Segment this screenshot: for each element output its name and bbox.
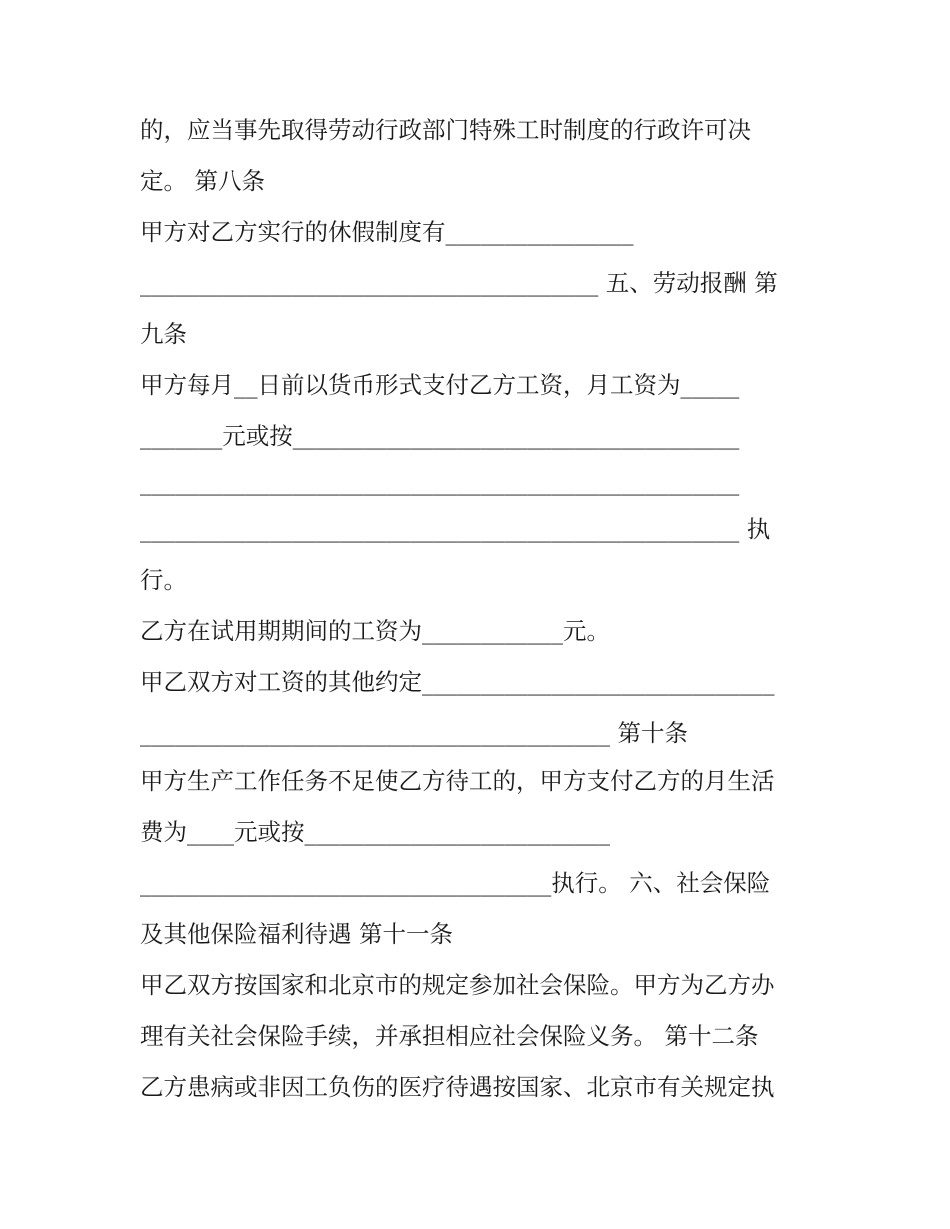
text-line: 乙方患病或非因工负伤的医疗待遇按国家、北京市有关规定执	[140, 1073, 775, 1101]
text-line: 费为____元或按__________________________	[140, 818, 610, 846]
text-line: 甲方每月__日前以货币形式支付乙方工资，月工资为_____	[140, 371, 740, 399]
text-line: ___________________________________________________	[140, 468, 740, 496]
text-line: ________________________________________ 第十条	[140, 719, 688, 747]
text-line: 乙方在试用期期间的工资为____________元。	[140, 617, 610, 645]
text-line: ___________________________________执行。 六、社会保险	[140, 869, 771, 897]
text-line: 理有关社会保险手续，并承担相应社会保险义务。 第十二条	[140, 1022, 759, 1050]
text-line: 甲乙双方按国家和北京市的规定参加社会保险。甲方为乙方办	[140, 971, 775, 999]
text-line: 行。	[140, 566, 187, 594]
text-line: 甲乙双方对工资的其他约定______________________________	[140, 668, 775, 696]
text-line: _______________________________________ 五、劳动报酬 第	[140, 269, 778, 297]
text-line: 及其他保险福利待遇 第十一条	[140, 920, 453, 948]
text-line: 的，应当事先取得劳动行政部门特殊工时制度的行政许可决	[140, 116, 751, 144]
text-line: 甲方生产工作任务不足使乙方待工的，甲方支付乙方的月生活	[140, 767, 775, 795]
text-line: _______元或按______________________________________	[140, 422, 740, 450]
text-line: 定。 第八条	[140, 167, 265, 195]
text-line: 九条	[140, 320, 187, 348]
text-line: 甲方对乙方实行的休假制度有________________	[140, 218, 634, 246]
text-line: ___________________________________________________ 执	[140, 515, 771, 543]
